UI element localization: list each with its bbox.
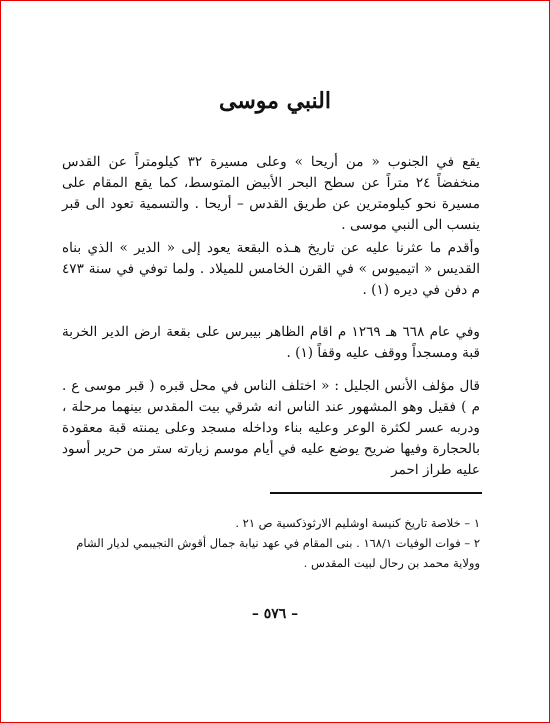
footnote-2-continued: وولاية محمد بن رحال لبيت المقدس . — [303, 556, 480, 570]
footnotes — [62, 513, 480, 573]
paragraph-baybars: وفي عام ٦٦٨ هـ ١٢٦٩ م اقام الظاهر بيبرس على بقعة ارض الدير الخربة قبة ومسجداً ووقف عليه وقفاً (١) . — [62, 324, 480, 361]
footnote-divider — [270, 492, 482, 494]
paragraph-location: يقع في الجنوب « من أريحا » وعلى مسيرة ٣٢ كيلومتراً عن القدس منخفضاً ٢٤ متراً عن سطح البحر الأبيض المتوسط، كما يقع المقام على مسيرة نحو كيلومترين عن طريق القدس – أريحا . والتسمية تعود الى قبر ينسب الى النبي موسى . — [62, 154, 480, 233]
page-number: – ٥٧٦ – — [251, 606, 299, 622]
paragraph-history: وأقدم ما عثرنا عليه عن تاريخ هـذه البقعة يعود إلى « الدير » الذي بناه القديس « اتيميوس » في القرن الخامس للميلاد . ولما توفي في سنة ٤٧٣ م دفن في ديره (١) . — [62, 240, 480, 298]
paragraph-uns-jalil: قال مؤلف الأنس الجليل : « اختلف الناس في محل قبره ( قبر موسى ع . م ) فقيل وهو المشهور عند الناس انه شرقي بيت المقدس بينهما مرحلة ، ودربه عسر لكثرة الوعر وعليه بناء وداخله مسجد وعلى يمنته قبة معقودة بالحجارة وفيها ضريح يوضع عليه في أيام موسم زيارته ستر من حرير أسود عليه طراز احمر — [62, 378, 480, 478]
footnote-2: ٢ – فوات الوفيات ١٦٨/١ . بنى المقام في عهد نيابة جمال أقوش النجيبمي لديار الشام — [76, 536, 480, 550]
page-title: النبي موسى — [218, 88, 331, 114]
footnote-1: ١ – خلاصة تاريخ كنيسة اوشليم الارثوذكسية ص ٢١ . — [235, 516, 480, 530]
